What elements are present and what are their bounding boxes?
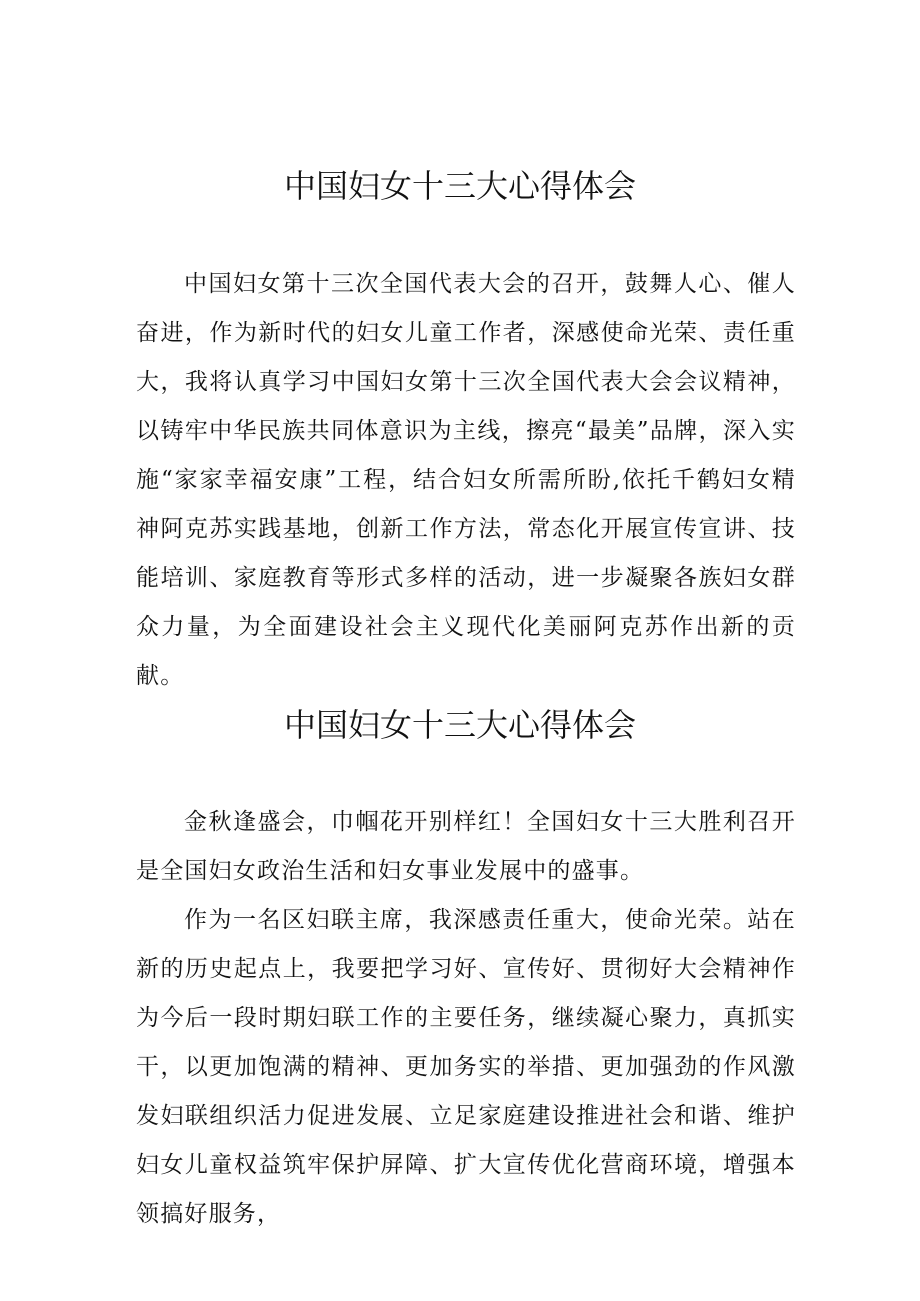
section-2-paragraph-2: 作为一名区妇联主席，我深感责任重大，使命光荣。站在新的历史起点上，我要把学习好、宣传好、贯彻好大会精神作为今后一段时期妇联工作的主要任务，继续凝心聚力，真抓实干，以更加饱满的精神、更加务实的举措、更加强劲的作风激发妇联组织活力促进发展、立足家庭建设推进社会和谐、维护妇女儿童权益筑牢保护屏障、扩大宣传优化营商环境，增强本领搞好服务， xyxy=(136,907,796,1227)
section-1-paragraph-1: 中国妇女第十三次全国代表大会的召开，鼓舞人心、催人奋进，作为新时代的妇女儿童工作者，深感使命光荣、责任重大，我将认真学习中国妇女第十三次全国代表大会会议精神，以铸牢中华民族共同体意识为主线，擦亮“最美”品牌，深入实施“家家幸福安康”工程，结合妇女所需所盼,依托千鹤妇女精神阿克苏实践基地，创新工作方法，常态化开展宣传宣讲、技能培训、家庭教育等形式多样的活动，进一步凝聚各族妇女群众力量，为全面建设社会主义现代化美丽阿克苏作出新的贡献。 xyxy=(136,271,796,689)
section-2-title: 中国妇女十三大心得体会 xyxy=(283,706,636,744)
section-1-title: 中国妇女十三大心得体会 xyxy=(283,167,636,205)
section-2-body xyxy=(136,798,796,1239)
section-1-body xyxy=(136,260,796,701)
section-2-paragraph-1: 金秋逢盛会，巾帼花开别样红！全国妇女十三大胜利召开是全国妇女政治生活和妇女事业发展中的盛事。 xyxy=(136,809,796,884)
